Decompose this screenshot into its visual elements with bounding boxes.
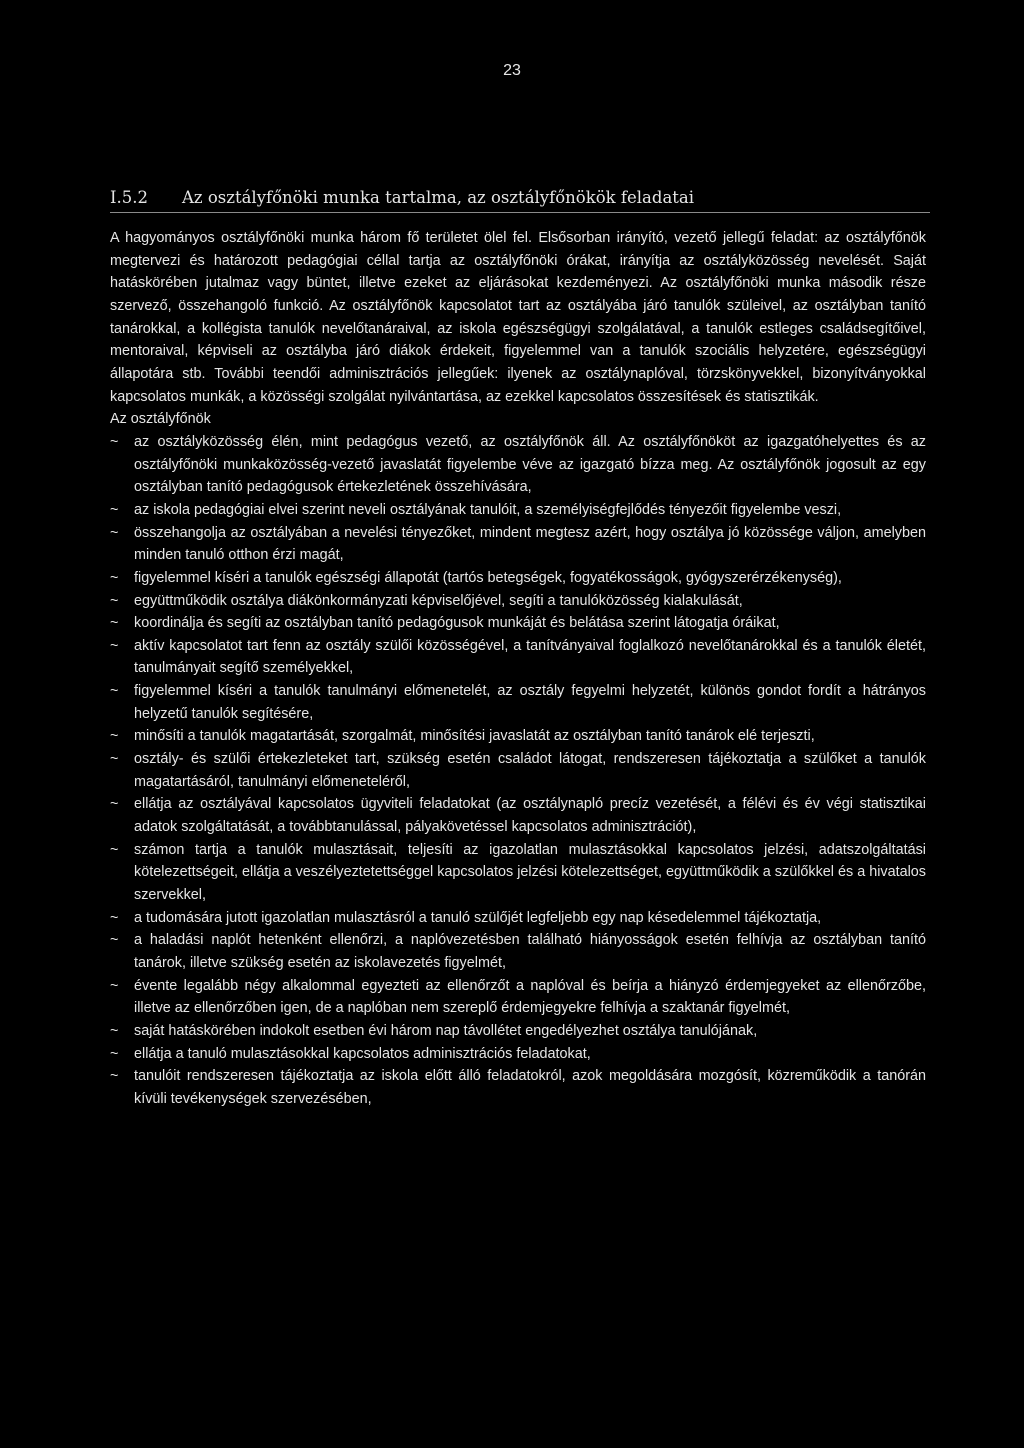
tilde-bullet-icon: ~ xyxy=(110,796,119,813)
tilde-bullet-icon: ~ xyxy=(110,501,119,518)
tilde-bullet-icon: ~ xyxy=(110,433,119,450)
list-item xyxy=(110,567,926,590)
tilde-bullet-icon: ~ xyxy=(110,637,119,654)
list-item-text: aktív kapcsolatot tart fenn az osztály szülői közösségével, a tanítványaival foglalkozó nevelőtanárokkal és a tanulók életét, tanulmányait segítő személyekkel, xyxy=(134,637,926,677)
list-item-text: minősíti a tanulók magatartását, szorgalmát, minősítési javaslatát az osztályban tanító tanárok elé terjeszti, xyxy=(134,728,815,745)
list-item xyxy=(110,907,926,930)
body-text xyxy=(110,227,926,1111)
tilde-bullet-icon: ~ xyxy=(110,615,119,632)
list-item xyxy=(110,975,926,1020)
tilde-bullet-icon: ~ xyxy=(110,592,119,609)
tilde-bullet-icon: ~ xyxy=(110,1022,119,1039)
list-item-text: az osztályközösség élén, mint pedagógus vezető, az osztályfőnök áll. Az osztályfőnököt az igazgatóhelyettes és az osztályfőnöki munkaközösség-vezető javaslatát figyelembe véve az igazgató bízza meg. Az osztályfőnök jogosult az egy osztályban tanító pedagógusok értekezletének összehívására, xyxy=(134,433,926,496)
tilde-bullet-icon: ~ xyxy=(110,683,119,700)
tilde-bullet-icon: ~ xyxy=(110,524,119,541)
list-item xyxy=(110,590,926,613)
tilde-bullet-icon: ~ xyxy=(110,1045,119,1062)
list-item xyxy=(110,612,926,635)
list-item-text: ellátja a tanuló mulasztásokkal kapcsolatos adminisztrációs feladatokat, xyxy=(134,1045,591,1062)
tilde-bullet-icon: ~ xyxy=(110,841,119,858)
tilde-bullet-icon: ~ xyxy=(110,977,119,994)
list-item-text: figyelemmel kíséri a tanulók tanulmányi előmenetelét, az osztály fegyelmi helyzetét, különös gondot fordít a hátrányos helyzetű tanulók segítésére, xyxy=(134,683,926,722)
list-item xyxy=(110,1065,926,1110)
list-item-text: a haladási naplót hetenként ellenőrzi, a naplóvezetésben található hiányosságok esetén felhívja az osztályban tanító tanárok, illetve szükség esetén az iskolavezetés figyelmét, xyxy=(134,932,926,971)
tilde-bullet-icon: ~ xyxy=(110,751,119,768)
list-item-text: osztály- és szülői értekezleteket tart, szükség esetén családot látogat, rendszeresen tájékoztatja a szülőket a tanulók magatartásáról, tanulmányi előmeneteléről, xyxy=(134,751,926,790)
tilde-bullet-icon: ~ xyxy=(110,1068,119,1085)
list-item xyxy=(110,793,926,838)
section-heading xyxy=(110,188,930,213)
list-item xyxy=(110,1020,926,1043)
list-item xyxy=(110,839,926,907)
page-number: 23 xyxy=(503,62,521,79)
list-intro: Az osztályfőnök xyxy=(110,411,211,428)
list-item xyxy=(110,522,926,567)
list-item xyxy=(110,680,926,725)
list-item xyxy=(110,499,926,522)
list-item xyxy=(110,929,926,974)
list-item-text: együttműködik osztálya diákönkormányzati képviselőjével, segíti a tanulóközösség kialakulását, xyxy=(134,592,743,609)
list-item xyxy=(110,725,926,748)
tilde-bullet-icon: ~ xyxy=(110,569,119,586)
list-item-text: figyelemmel kíséri a tanulók egészségi állapotát (tartós betegségek, fogyatékosságok, gyógyszerérzékenység), xyxy=(134,569,842,586)
list-item-text: évente legalább négy alkalommal egyezteti az ellenőrzőt a naplóval és beírja a hiányzó érdemjegyeket az ellenőrzőbe, illetve az ellenőrzőben igen, de a naplóban nem szereplő érdemjegyekre felhívja a szaktanár figyelmét, xyxy=(134,977,926,1017)
list-item xyxy=(110,431,926,499)
list-item-text: koordinálja és segíti az osztályban tanító pedagógusok munkáját és belátása szerint látogatja óráikat, xyxy=(134,615,780,632)
list-item-text: számon tartja a tanulók mulasztásait, teljesíti az igazolatlan mulasztásokkal kapcsolatos jelzési, adatszolgáltatási kötelezettségeit, ellátja a veszélyeztetettséggel kapcsolatos jelzési kötelezettséget, együttműködik a szülőkkel és a hivatalos szervekkel, xyxy=(134,841,926,904)
list-item xyxy=(110,1043,926,1066)
intro-paragraph: A hagyományos osztályfőnöki munka három fő területet ölel fel. Elsősorban irányító, vezető jellegű feladat: az osztályfőnök megtervezi és határozott pedagógiai céllal tartja az osztályfőnöki órákat, irányítja az osztályközösség nevelését. Saját hatáskörében jutalmaz vagy büntet, illetve ezeket az eljárásokat kezdeményezi. Az osztályfőnöki munka második része szervező, összehangoló funkció. Az osztályfőnök kapcsolatot tart az osztályába járó tanulók szüleivel, az osztályban tanító tanárokkal, a kollégista tanulók nevelőtanáraival, az iskola egészségügyi szolgálatával, a tanulók estleges családsegítőivel, mentoraival, képviseli az osztályba járó diákok érdekeit, figyelemmel van a tanulók szociális helyzetére, egészségügyi állapotára stb. További teendői adminisztrációs jellegűek: ilyenek az osztálynaplóval, törzskönyvekkel, bizonyítványokkal kapcsolatos munkák, a közösségi szolgálat nyilvántartása, az ezekkel kapcsolatos összesítések és statisztikák. xyxy=(110,230,926,405)
list-item-text: a tudomására jutott igazolatlan mulasztásról a tanuló szülőjét legfeljebb egy nap késedelemmel tájékoztatja, xyxy=(134,909,822,926)
list-item-text: ellátja az osztályával kapcsolatos ügyviteli feladatokat (az osztálynapló precíz vezetését, a félévi és év végi statisztikai adatok szolgáltatását, a továbbtanulással, pályakövetéssel kapcsolatos adminisztrációt), xyxy=(134,796,926,836)
tilde-bullet-icon: ~ xyxy=(110,728,119,745)
duties-list xyxy=(110,431,926,1111)
section-title: Az osztályfőnöki munka tartalma, az osztályfőnökök feladatai xyxy=(182,188,695,207)
list-item xyxy=(110,748,926,793)
list-item-text: az iskola pedagógiai elvei szerint neveli osztályának tanulóit, a személyiségfejlődés tényezőit figyelembe veszi, xyxy=(134,501,842,518)
list-item-text: tanulóit rendszeresen tájékoztatja az iskola előtt álló feladatokról, azok megoldására mozgósít, közreműködik a tanórán kívüli tevékenységek szervezésében, xyxy=(134,1068,926,1107)
list-item-text: saját hatáskörében indokolt esetben évi három nap távollétet engedélyezhet osztálya tanulójának, xyxy=(134,1022,758,1039)
tilde-bullet-icon: ~ xyxy=(110,932,119,949)
section-number: I.5.2 xyxy=(110,188,149,207)
list-item-text: összehangolja az osztályában a nevelési tényezőket, mindent megtesz azért, hogy osztálya jó közössége váljon, amelyben minden tanuló otthon érzi magát, xyxy=(134,524,926,564)
tilde-bullet-icon: ~ xyxy=(110,909,119,926)
list-item xyxy=(110,635,926,680)
